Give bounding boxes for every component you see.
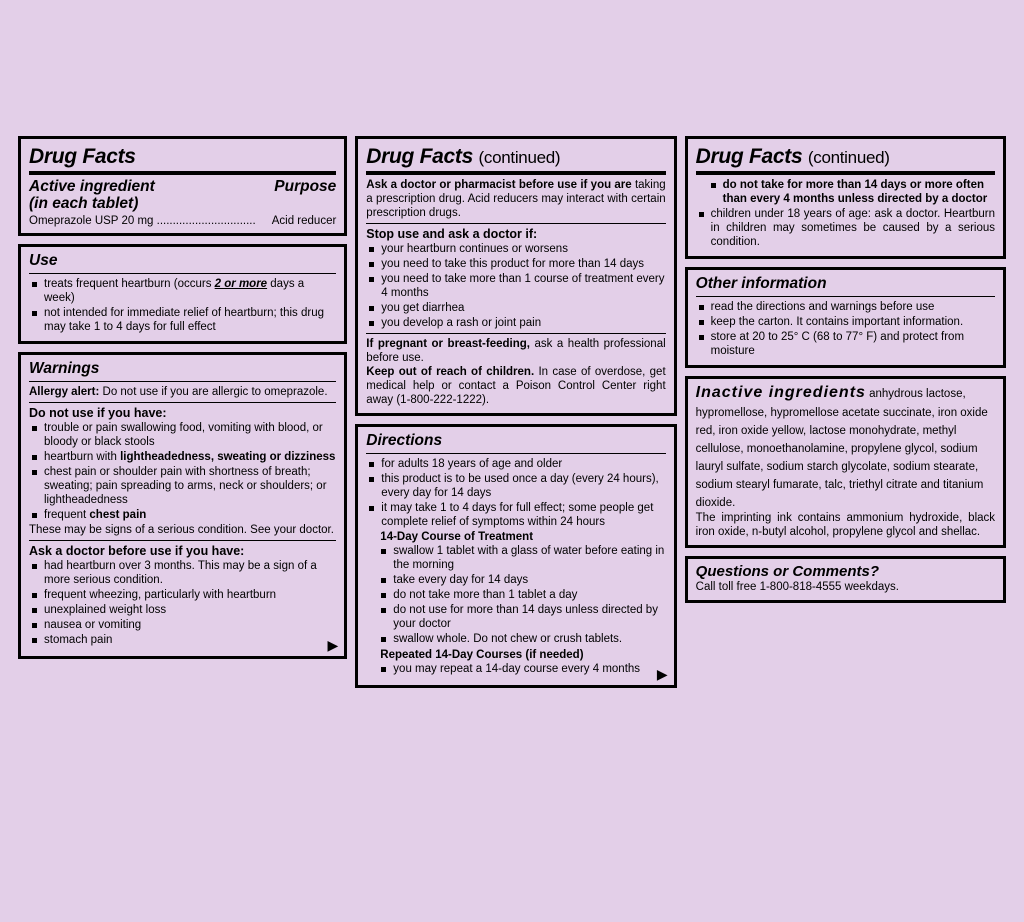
list-item: trouble or pain swallowing food, vomiting with blood, or bloody or black stools — [29, 421, 336, 449]
list-item: stomach pain — [29, 633, 336, 647]
inactive-ingredients-block — [695, 384, 988, 509]
divider — [366, 453, 665, 454]
list-item: this product is to be used once a day (every 24 hours), every day for 14 days — [366, 472, 665, 500]
active-ingredient-heading-line2: (in each tablet) — [29, 195, 139, 213]
list-item: your heartburn continues or worsens — [366, 242, 665, 256]
drug-facts-title-text: Drug Facts — [366, 145, 473, 168]
list-item: you need to take this product for more than 14 days — [366, 257, 665, 271]
column-three — [685, 136, 1006, 603]
divider — [29, 171, 336, 175]
panel-inactive-ingredients — [685, 376, 1006, 548]
list-item: not intended for immediate relief of heartburn; this drug may take 1 to 4 days for full effect — [29, 306, 336, 334]
panel-directions — [355, 424, 676, 687]
keep-out-note — [366, 365, 665, 407]
panel-use — [18, 244, 347, 344]
ask-doctor-pharmacist — [366, 178, 665, 220]
repeated-courses-list — [366, 662, 665, 676]
questions-heading: Questions or Comments? — [695, 562, 880, 580]
continuation-arrow-icon: ▶ — [656, 665, 668, 682]
active-ingredient-heading — [29, 178, 155, 213]
stop-use-list — [366, 242, 665, 330]
directions-heading: Directions — [366, 432, 443, 450]
ask-doctor-pharmacist-rest: taking a prescription drug. Acid reducers may interact with certain prescription drugs. — [366, 179, 666, 220]
use-heading: Use — [29, 251, 58, 269]
use-list — [29, 277, 336, 334]
imprinting-ink-note: The imprinting ink contains ammonium hydroxide, black iron oxide, n-butyl alcohol, propylene glycol and shellac. — [695, 511, 996, 538]
list-item: you develop a rash or joint pain — [366, 316, 665, 330]
warnings-heading: Warnings — [29, 359, 100, 377]
drug-facts-title: Drug Facts — [29, 145, 136, 168]
panel-questions-comments — [685, 556, 1006, 603]
active-ingredient-heading-line1: Active ingredient — [29, 178, 155, 196]
other-information-list — [696, 300, 995, 358]
divider — [366, 223, 665, 224]
list-item: do not take for more than 14 days or more often than every 4 months unless directed by a doctor — [696, 178, 995, 206]
list-item: you may repeat a 14-day course every 4 months — [366, 662, 665, 676]
panel-drug-facts-main — [18, 136, 347, 236]
list-item: heartburn with lightheadedness, sweating or dizziness — [29, 450, 336, 464]
divider — [29, 273, 336, 274]
ask-doctor-list — [29, 559, 336, 647]
list-item: frequent chest pain — [29, 508, 336, 522]
drug-facts-label — [18, 136, 1006, 688]
list-item: store at 20 to 25° C (68 to 77° F) and protect from moisture — [696, 330, 995, 358]
list-item: swallow 1 tablet with a glass of water before eating in the morning — [366, 544, 665, 572]
list-item: keep the carton. It contains important information. — [696, 315, 995, 329]
list-item: children under 18 years of age: ask a doctor. Heartburn in children may sometimes be caused by a serious condition. — [696, 207, 995, 249]
list-item: unexplained weight loss — [29, 603, 336, 617]
list-item: take every day for 14 days — [366, 573, 665, 587]
inactive-ingredients-body: anhydrous lactose, hypromellose, hypromellose acetate succinate, iron oxide red, iron oxide yellow, lactose monohydrate, methyl cellulose, monoethanolamine, propylene glycol, sodium lauryl sulfate, sodium starch glycolate, sodium stearate, sodium stearyl fumarate, talc, triethyl citrate and titanium dioxide. — [695, 388, 988, 509]
pregnant-note — [366, 337, 665, 365]
allergy-alert — [29, 385, 336, 399]
list-item: frequent wheezing, particularly with heartburn — [29, 588, 336, 602]
panel-other-information — [685, 267, 1006, 368]
list-item: do not take more than 1 tablet a day — [366, 588, 665, 602]
pregnant-note-rest: ask a health professional before use. — [366, 338, 666, 365]
divider — [366, 333, 665, 334]
list-item: you get diarrhea — [366, 301, 665, 315]
list-item: had heartburn over 3 months. This may be a sign of a more serious condition. — [29, 559, 336, 587]
list-item: do not use for more than 14 days unless directed by your doctor — [366, 603, 665, 631]
divider — [696, 171, 995, 175]
warnings-closing-note: These may be signs of a serious condition. See your doctor. — [29, 524, 334, 536]
keep-out-note-rest: In case of overdose, get medical help or contact a Poison Control Center right away (1-800-222-1222). — [366, 366, 666, 407]
divider — [29, 381, 336, 382]
active-ingredient-name: Omeprazole USP 20 mg ............................... — [29, 214, 256, 227]
questions-body: Call toll free 1-800-818-4555 weekdays. — [695, 580, 899, 593]
panel-drug-facts-continued-2 — [685, 136, 1006, 259]
do-not-use-heading: Do not use if you have: — [29, 405, 167, 420]
ask-doctor-pharmacist-lead: Ask a doctor or pharmacist before use if you are — [366, 179, 632, 192]
divider — [29, 402, 336, 403]
divider — [366, 171, 665, 175]
keep-out-note-lead: Keep out of reach of children. — [366, 366, 535, 379]
divider — [29, 540, 336, 541]
directions-list — [366, 457, 665, 529]
panel-drug-facts-continued-1 — [355, 136, 676, 416]
list-item: for adults 18 years of age and older — [366, 457, 665, 471]
drug-facts-title-text: Drug Facts — [695, 145, 803, 168]
pregnant-note-lead: If pregnant or breast-feeding, — [366, 338, 530, 351]
list-item: nausea or vomiting — [29, 618, 336, 632]
continuation-arrow-icon: ▶ — [327, 637, 339, 654]
ask-doctor-heading: Ask a doctor before use if you have: — [29, 544, 245, 559]
divider — [696, 296, 995, 297]
active-ingredient-header — [29, 178, 336, 213]
repeated-courses-heading: Repeated 14-Day Courses (if needed) — [380, 648, 584, 661]
continued-label: (continued) — [478, 148, 561, 167]
purpose-heading: Purpose — [274, 178, 337, 196]
allergy-alert-label: Allergy alert: — [29, 385, 100, 398]
active-ingredient-purpose: Acid reducer — [271, 214, 337, 227]
list-item: you need to take more than 1 course of treatment every 4 months — [366, 272, 665, 300]
course-of-treatment-heading: 14-Day Course of Treatment — [380, 531, 534, 544]
continued-warnings-list — [696, 178, 995, 206]
course-of-treatment-list — [366, 544, 665, 646]
allergy-alert-text: Do not use if you are allergic to omeprazole. — [99, 385, 328, 398]
column-two — [355, 136, 676, 688]
active-ingredient-row — [29, 215, 336, 227]
other-information-heading: Other information — [695, 275, 827, 293]
inactive-ingredients-heading: Inactive ingredients — [695, 384, 866, 402]
drug-facts-title-continued — [366, 145, 665, 168]
drug-facts-title-continued — [696, 145, 995, 168]
stop-use-heading: Stop use and ask a doctor if: — [366, 227, 538, 242]
continued-label: (continued) — [807, 148, 890, 167]
continued-children-list — [696, 207, 995, 249]
list-item: swallow whole. Do not chew or crush tablets. — [366, 632, 665, 646]
list-item: it may take 1 to 4 days for full effect; some people get complete relief of symptoms within 24 hours — [366, 501, 665, 529]
list-item: treats frequent heartburn (occurs 2 or more days a week) — [29, 277, 336, 305]
do-not-use-list — [29, 421, 336, 522]
list-item: read the directions and warnings before use — [696, 300, 995, 314]
column-one — [18, 136, 347, 659]
list-item: chest pain or shoulder pain with shortness of breath; sweating; pain spreading to arms, neck or shoulders; or lightheadedness — [29, 465, 336, 507]
panel-warnings — [18, 352, 347, 659]
